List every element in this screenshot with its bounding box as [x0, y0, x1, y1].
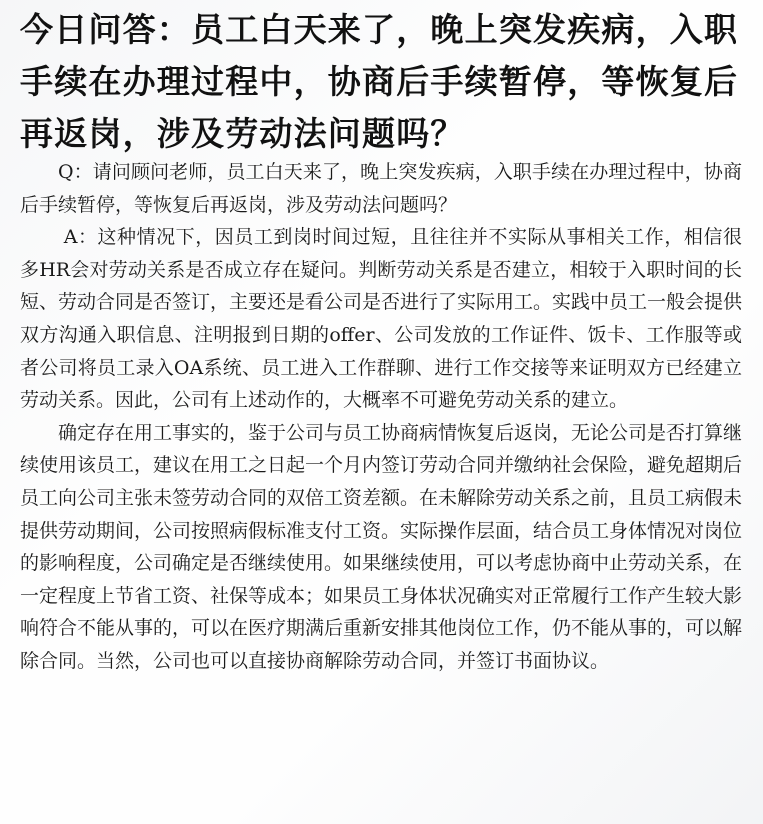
answer-paragraph-2: 确定存在用工事实的，鉴于公司与员工协商病情恢复后返岗，无论公司是否打算继续使用该员工，建议在用工之日起一个月内签订劳动合同并缴纳社会保险，避免超期后员工向公司主张未签劳动合同的双倍工资差额。在未解除劳动关系之前，且员工病假未提供劳动期间，公司按照病假标准支付工资。实际操作层面，结合员工身体情况对岗位的影响程度，公司确定是否继续使用。如果继续使用，可以考虑协商中止劳动关系，在一定程度上节省工资、社保等成本；如果员工身体状况确实对正常履行工作产生较大影响符合不能从事的，可以在医疗期满后重新安排其他岗位工作，仍不能从事的，可以解除合同。当然，公司也可以直接协商解除劳动合同，并签订书面协议。	[20, 421, 743, 672]
article-title: 今日问答：员工白天来了，晚上突发疾病，入职手续在办理过程中，协商后手续暂停，等恢复后再返岗，涉及劳动法问题吗？	[20, 10, 739, 153]
answer-paragraph-1: A：这种情况下，因员工到岗时间过短，且往往并不实际从事相关工作，相信很多HR会对劳动关系是否成立存在疑问。判断劳动关系是否建立，相较于入职时间的长短、劳动合同是否签订，主要还是看公司是否进行了实际用工。实践中员工一般会提供双方沟通入职信息、注明报到日期的offer、公司发放的工作证件、饭卡、工作服等或者公司将员工录入OA系统、员工进入工作群聊、进行工作交接等来证明双方已经建立劳动关系。因此，公司有上述动作的，大概率不可避免劳动关系的建立。	[20, 226, 743, 412]
question-paragraph: Q：请问顾问老师，员工白天来了，晚上突发疾病，入职手续在办理过程中，协商后手续暂停，等恢复后再返岗，涉及劳动法问题吗？	[20, 161, 742, 216]
article-body	[20, 156, 742, 678]
